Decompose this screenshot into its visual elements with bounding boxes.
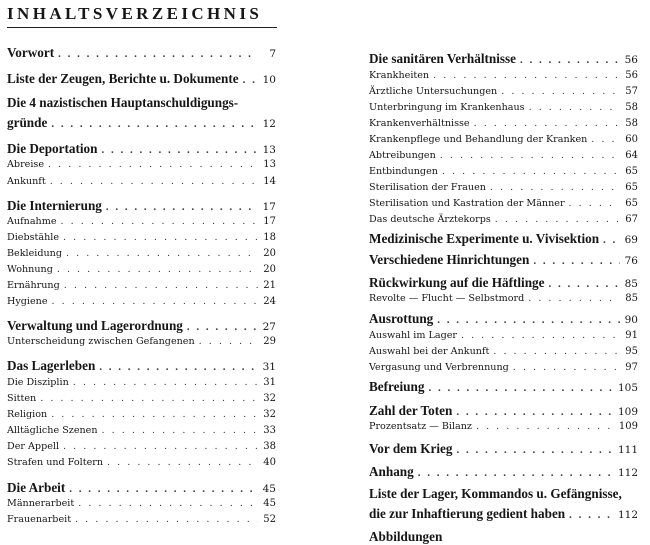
toc-page-number: 65 [625, 166, 638, 177]
toc-page-number: 52 [263, 514, 276, 525]
toc-entry-label: Verschiedene Hinrichtungen [369, 252, 530, 267]
toc-entry-label: Befreiung [369, 379, 425, 394]
dot-leader [513, 362, 620, 373]
toc-subsection [7, 296, 276, 307]
toc-page-number: 56 [624, 54, 638, 66]
toc-chapter [369, 441, 638, 457]
toc-entry-label: Liste der Lager, Kommandos u. Gefängnisse, [369, 486, 622, 501]
dot-leader [63, 441, 258, 452]
dot-leader [73, 377, 258, 388]
toc-page-number: 13 [263, 159, 276, 170]
toc-page-number: 13 [262, 144, 276, 156]
dot-leader [495, 214, 620, 225]
toc-page-number: 27 [262, 321, 276, 333]
toc-chapter [369, 464, 638, 480]
toc-subsection [369, 118, 638, 129]
dot-leader [520, 54, 620, 66]
toc-entry-label: Abbildungen [369, 529, 443, 544]
dot-leader [440, 150, 620, 161]
toc-page-number: 64 [625, 150, 638, 161]
toc-chapter [369, 403, 638, 419]
toc-subsection [7, 498, 276, 509]
toc-page-number: 90 [624, 314, 638, 326]
toc-entry-label: Rückwirkung auf die Häftlinge [369, 275, 545, 290]
dot-leader [69, 483, 258, 495]
toc-page-number: 18 [263, 232, 276, 243]
toc-page-number: 31 [262, 361, 276, 373]
toc-entry-label: Abreise [7, 159, 45, 170]
toc-chapter [369, 275, 638, 291]
dot-leader [569, 198, 620, 209]
toc-chapter [7, 198, 276, 214]
dot-leader [78, 498, 258, 509]
toc-subsection [7, 441, 276, 452]
toc-page-number: 60 [625, 134, 638, 145]
toc-page-number: 112 [617, 509, 638, 521]
toc-entry-label: Hygiene [7, 296, 48, 307]
dot-leader [529, 102, 620, 113]
toc-subsection [7, 377, 276, 388]
toc-entry-label: Krankenverhältnisse [369, 118, 470, 129]
toc-entry-label: Prozentsatz — Bilanz [369, 421, 472, 432]
dot-leader [476, 421, 615, 432]
toc-entry-label: Revolte — Flucht — Selbstmord [369, 293, 525, 304]
dot-leader [102, 425, 258, 436]
dot-leader [549, 278, 621, 290]
toc-entry-label: Unterscheidung zwischen Gefangenen [7, 336, 195, 347]
toc-entry-label: Zahl der Toten [369, 403, 453, 418]
toc-page-number: 111 [617, 444, 638, 456]
toc-page-number: 69 [624, 234, 638, 246]
toc-page-number: 109 [618, 421, 638, 432]
toc-entry-label: Ankunft [7, 176, 46, 187]
toc-chapter [7, 71, 276, 87]
toc-subsection [369, 346, 638, 357]
dot-leader [533, 255, 620, 267]
toc-page-number: 14 [263, 176, 276, 187]
toc-entry-label: Die Deportation [7, 141, 98, 156]
toc-entry-label: Männerarbeit [7, 498, 75, 509]
dot-leader [50, 176, 258, 187]
toc-page-number: 45 [262, 483, 276, 495]
toc-page-number: 57 [625, 86, 638, 97]
toc-page-number: 7 [269, 48, 276, 60]
toc-page-number: 40 [263, 457, 276, 468]
toc-entry-label: Das Lagerleben [7, 358, 96, 373]
dot-leader [106, 201, 258, 213]
toc-subsection [7, 159, 276, 170]
toc-chapter [7, 358, 276, 374]
dot-leader [569, 509, 614, 521]
toc-entry-label: Unterbringung im Krankenhaus [369, 102, 525, 113]
toc-subsection [7, 393, 276, 404]
toc-chapter [7, 480, 276, 496]
toc-entry-label: Aufnahme [7, 216, 57, 227]
toc-entry-label: Vergasung und Verbrennung [369, 362, 509, 373]
dot-leader [66, 248, 258, 259]
toc-entry-label: Entbindungen [369, 166, 438, 177]
dot-leader [187, 321, 258, 333]
toc-entry-label: Medizinische Experimente u. Vivisektion [369, 231, 600, 246]
toc-entry-label: Die Internierung [7, 198, 102, 213]
toc-subsection [369, 166, 638, 177]
toc-page-number: 32 [263, 409, 276, 420]
toc-page-number: 24 [263, 296, 276, 307]
dot-leader [99, 361, 258, 373]
dot-leader [40, 393, 258, 404]
toc-entry-label: Auswahl bei der Ankunft [369, 346, 490, 357]
toc-entry-label: die zur Inhaftierung gedient haben [369, 506, 566, 521]
toc-page-number: 65 [625, 198, 638, 209]
toc-subsection [7, 248, 276, 259]
toc-entry-label: Vor dem Krieg [369, 441, 453, 456]
toc-entry-label: Anhang [369, 464, 414, 479]
toc-subsection [369, 293, 638, 304]
toc-page-number: 10 [262, 74, 276, 86]
toc-page-number: 58 [625, 118, 638, 129]
toc-entry-label: gründe [7, 115, 48, 130]
toc-entry-label: Ausrottung [369, 311, 434, 326]
toc-entry-label: Abtreibungen [369, 150, 436, 161]
toc-entry-label: Diebstähle [7, 232, 60, 243]
dot-leader [493, 346, 620, 357]
toc-entry-label: Religion [7, 409, 48, 420]
toc-page-number: 67 [625, 214, 638, 225]
toc-entry-label: Die sanitären Verhältnisse [369, 51, 517, 66]
toc-entry-label: Sterilisation und Kastration der Männer [369, 198, 565, 209]
dot-leader [101, 144, 258, 156]
dot-leader [58, 48, 258, 60]
toc-subsection [7, 264, 276, 275]
dot-leader [433, 70, 620, 81]
toc-chapter [7, 141, 276, 157]
toc-entry-label: Krankheiten [369, 70, 430, 81]
toc-subsection [7, 425, 276, 436]
toc-page-number: 85 [624, 278, 638, 290]
toc-page-number: 91 [625, 330, 638, 341]
toc-entry-label: Alltägliche Szenen [7, 425, 98, 436]
toc-subsection [7, 280, 276, 291]
dot-leader [457, 444, 614, 456]
toc-chapter [369, 252, 638, 268]
dot-leader [243, 74, 258, 86]
toc-page-number: 97 [625, 362, 638, 373]
toc-entry-label: Sterilisation der Frauen [369, 182, 486, 193]
toc-page-number: 33 [263, 425, 276, 436]
toc-subsection [369, 330, 638, 341]
toc-page-number: 58 [625, 102, 638, 113]
toc-subsection [369, 70, 638, 81]
toc-chapter [369, 51, 638, 67]
toc-subsection [7, 409, 276, 420]
dot-leader [528, 293, 620, 304]
toc-chapter [369, 311, 638, 327]
toc-subsection [7, 514, 276, 525]
dot-leader [52, 296, 258, 307]
dot-leader [48, 159, 258, 170]
toc-entry-label: Liste der Zeugen, Berichte u. Dokumente [7, 71, 239, 86]
toc-entry-label: Ernährung [7, 280, 60, 291]
dot-leader [199, 336, 258, 347]
toc-entry-label: Frauenarbeit [7, 514, 72, 525]
toc-chapter [7, 45, 276, 61]
toc-page-number: 17 [262, 201, 276, 213]
toc-chapter [7, 318, 276, 334]
toc-entry-label: Verwaltung und Lagerordnung [7, 318, 183, 333]
dot-leader [428, 382, 614, 394]
toc-entry-label: Strafen und Foltern [7, 457, 104, 468]
toc-entry-label: Bekleidung [7, 248, 62, 259]
toc-entry-label: Die 4 nazistischen Hauptanschuldigungs- [7, 95, 239, 110]
toc-chapter [369, 506, 638, 522]
toc-page-number: 85 [625, 293, 638, 304]
toc-entry-label: Die Disziplin [7, 377, 69, 388]
toc-subsection [369, 86, 638, 97]
toc-page-number: 12 [262, 118, 276, 130]
toc-page-number: 95 [625, 346, 638, 357]
toc-subsection [369, 421, 638, 432]
dot-leader [501, 86, 620, 97]
dot-leader [418, 467, 614, 479]
toc-subsection [369, 214, 638, 225]
toc-subsection [369, 134, 638, 145]
dot-leader [461, 330, 620, 341]
toc-subsection [7, 216, 276, 227]
dot-leader [490, 182, 620, 193]
toc-page-number: 105 [617, 382, 638, 394]
toc-subsection [369, 102, 638, 113]
toc-entry-label: Vorwort [7, 45, 55, 60]
toc-page-number: 31 [263, 377, 276, 388]
toc-page-number: 17 [263, 216, 276, 227]
toc-subsection [7, 176, 276, 187]
toc-page-number: 76 [624, 255, 638, 267]
toc-subsection [369, 362, 638, 373]
dot-leader [51, 118, 258, 130]
dot-leader [61, 216, 258, 227]
toc-entry-label: Die Arbeit [7, 480, 66, 495]
dot-leader [442, 166, 620, 177]
toc-subsection [369, 198, 638, 209]
toc-page-number: 56 [625, 70, 638, 81]
toc-entry-label: Wohnung [7, 264, 53, 275]
toc-page-number: 65 [625, 182, 638, 193]
dot-leader [107, 457, 258, 468]
dot-leader [63, 232, 258, 243]
toc-page-number: 20 [263, 248, 276, 259]
dot-leader [474, 118, 620, 129]
dot-leader [591, 134, 620, 145]
toc-page-number: 109 [617, 406, 638, 418]
toc-chapter [369, 231, 638, 247]
toc-page-number: 20 [263, 264, 276, 275]
toc-page-number: 29 [263, 336, 276, 347]
toc-subsection [7, 336, 276, 347]
dot-leader [456, 406, 614, 418]
toc-subsection [7, 232, 276, 243]
toc-subsection [7, 457, 276, 468]
toc-entry-label: Sitten [7, 393, 37, 404]
toc-page-number: 32 [263, 393, 276, 404]
toc-page-number: 45 [263, 498, 276, 509]
toc-entry-label: Der Appell [7, 441, 60, 452]
page-title: INHALTSVERZEICHNIS [7, 4, 263, 23]
title-underline [7, 27, 277, 28]
dot-leader [437, 314, 620, 326]
toc-entry-label: Ärztliche Untersuchungen [369, 86, 498, 97]
toc-page-number: 112 [617, 467, 638, 479]
dot-leader [57, 264, 258, 275]
toc-chapter [369, 379, 638, 395]
toc-entry-label: Das deutsche Ärztekorps [369, 214, 491, 225]
toc-subsection [369, 182, 638, 193]
dot-leader [603, 234, 620, 246]
dot-leader [51, 409, 258, 420]
toc-subsection [369, 150, 638, 161]
toc-page-number: 38 [263, 441, 276, 452]
toc-chapter [7, 115, 276, 131]
dot-leader [64, 280, 258, 291]
dot-leader [75, 514, 258, 525]
toc-page-number: 21 [263, 280, 276, 291]
toc-entry-label: Auswahl im Lager [369, 330, 457, 341]
toc-entry-label: Krankenpflege und Behandlung der Kranken [369, 134, 588, 145]
